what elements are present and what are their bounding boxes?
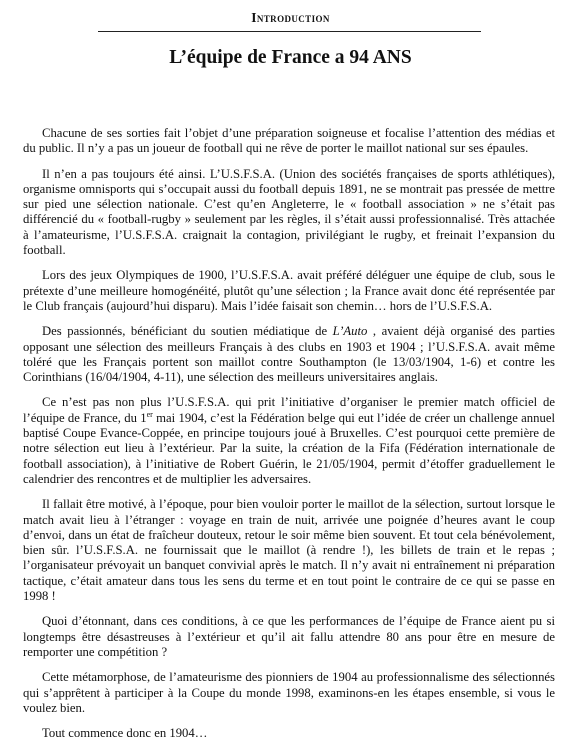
paragraph-4-text-b: , avaient déjà organisé des parties opposant une sélection des meilleurs Français à des clubs en 1903 et 1904 ; l’U.S.F.S.A. avait même toléré que les Français portent son maillot contre Southampton (le 13/03/1904, 1-6) et contre les Corinthians (16/04/1904, 4-11), une sélection des meilleurs universitaires anglais. [23,324,555,385]
paragraph-7: Quoi d’étonnant, dans ces conditions, à ce que les performances de l’équipe de France aient pu si longtemps être désastreuses à l’extérieur et qu’il ait fallu attendre 80 ans pour être en mesure de remporter une compétition ? [23,614,555,659]
paragraph-1: Chacune de ses sorties fait l’objet d’une préparation soigneuse et focalise l’attention des médias et du public. Il n’y a pas un joueur de football qui ne rêve de porter le maillot national sur ses épaules. [23,126,555,156]
paragraph-4-text-a: Des passionnés, bénéficiant du soutien médiatique de [42,324,333,339]
paragraph-4 [23,324,555,385]
header-rule [98,31,481,32]
section-label: Introduction [251,10,330,25]
page-title: L’équipe de France a 94 ANS [169,47,412,68]
paragraph-5-text-a: Ce n’est pas non plus l’U.S.F.S.A. qui prit l’initiative d’organiser le premier match officiel de l’équipe de France, du 1 [23,395,555,425]
paragraph-3: Lors des jeux Olympiques de 1900, l’U.S.F.S.A. avait préféré déléguer une équipe de club, sous le prétexte d’une meilleure homogénéité, plutôt qu’une sélection ; la France avait donc été représentée par le Club français (aujourd’hui disparu). Mais l’idée faisait son chemin… hors de l’U.S.F.S.A. [23,268,555,313]
paragraph-8: Cette métamorphose, de l’amateurisme des pionniers de 1904 au professionnalisme des sélectionnés qui s’apprêtent à participer à la Coupe du monde 1998, examinons-en les étapes ensemble, si vous le voulez bien. [23,670,555,715]
paragraph-6: Il fallait être motivé, à l’époque, pour bien vouloir porter le maillot de la sélection, surtout lorsque le match avait lieu à l’étranger : voyage en train de nuit, arrivée une poignée d’heures avant le coup d’envoi, dans un état de fraîcheur douteux, retour le soir même bien souvent. Et tout cela bénévolement, bien sûr. l’U.S.F.S.A. ne fournissait que le maillot (à rendre !), les billets de train et le repas ; l’organisateur prévoyait un banquet convivial après le match. Il n’y avait ni entraînement ni préparation tactique, c’était amateur dans tous les sens du terme et en tout point le contraire de ce qui se passe en 1998 ! [23,497,555,604]
paragraph-5 [23,395,555,487]
ordinal-superscript: er [146,409,153,419]
paragraph-9: Tout commence donc en 1904… [42,726,208,741]
newspaper-name: L’Auto [332,324,368,339]
paragraph-2: Il n’en a pas toujours été ainsi. L’U.S.F.S.A. (Union des sociétés françaises de sports athlétiques), organisme omnisports qui s’occupait aussi du football depuis 1891, ne se montrait pas pressée de mettre sur pied une sélection nationale. C’est qu’en Angleterre, le « football association » ne s’était pas différencié du « football-rugby » seulement par les règles, il s’était aussi professionnalisé. Très attachée à l’amateurisme, l’U.S.F.S.A. craignait la contagion, privilégiant le rugby, et freinait l’expansion du football. [23,166,555,258]
article-body [23,126,555,741]
paragraph-5-text-b: mai 1904, c’est la Fédération belge qui eut l’idée de créer un challenge annuel baptisé Coupe Evance-Coppée, en principe toujours joué à Bruxelles. C’est pourquoi cette première de notre sélection eut lieu à l’extérieur. Par la suite, la création de la Fifa (Fédération internationale de football association), à l’initiative de Robert Guérin, le 21/05/1904, permit d’étoffer graduellement le calendrier des rencontres et de multiplier les adversaires. [23,410,555,486]
